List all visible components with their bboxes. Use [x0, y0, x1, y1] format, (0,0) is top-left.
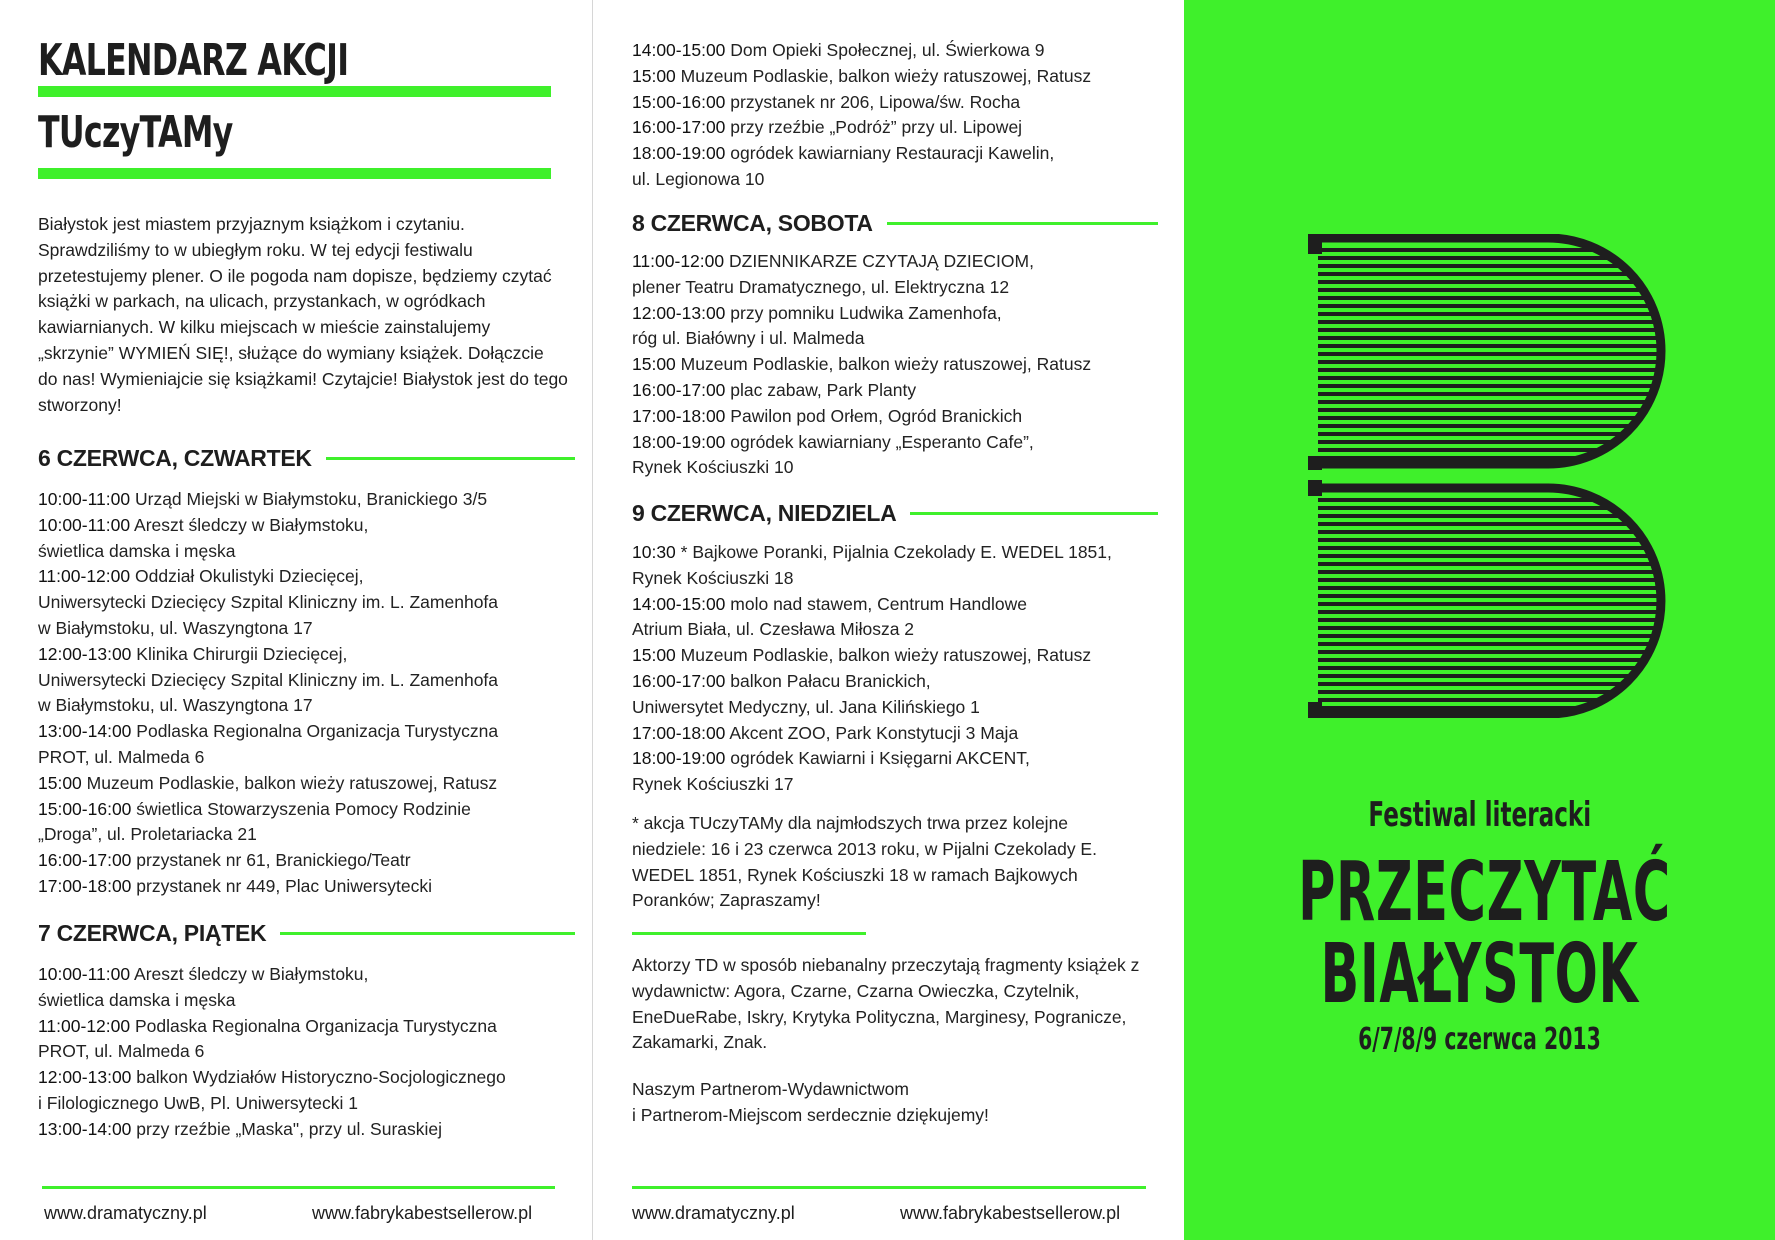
event-time: 17:00-18:00	[38, 875, 132, 896]
footnote: * akcja TUczyTAMy dla najmłodszych trwa przez kolejne niedziele: 16 i 23 czerwca 2013 roku, w Pijalni Czekolady E. WEDEL 1851, Rynek Kościuszki 18 w ramach Bajkowych Poranków; Zapraszamy!	[632, 813, 1097, 911]
event-place: przystanek nr 206, Lipowa/św. Rocha	[725, 91, 1021, 112]
event-time: 10:00-11:00	[38, 489, 131, 509]
event-time: 14:00-15:00	[632, 593, 726, 614]
event-place: * Bajkowe Poranki, Pijalnia Czekolady E. WEDEL 1851, Rynek Kościuszki 18	[632, 542, 1112, 588]
footer-rule-left	[42, 1186, 555, 1189]
event-time: 10:00-11:00	[38, 964, 131, 984]
event-place: ogródek Kawiarni i Księgarni AKCENT, Rynek Kościuszki 17	[632, 748, 1030, 795]
event-time: 11:00-12:00	[38, 566, 131, 587]
festival-dates: 6/7/8/9 czerwca 2013	[1358, 1022, 1601, 1057]
actors-note: Aktorzy TD w sposób niebanalny przeczytają fragmenty książek z wydawnictw: Agora, Czarne, Czarna Owieczka, Czytelnik, EneDueRabe, Iskry, Krytyka Polityczna, Marginesy, Pogranicze, Zakamarki, Znak.	[632, 955, 1140, 1053]
event-place: Muzeum Podlaskie, balkon wieży ratuszowej, Ratusz	[81, 772, 498, 793]
event-place: Areszt śledczy w Białymstoku, świetlica damska i męska	[38, 514, 369, 561]
event-place: przystanek nr 449, Plac Uniwersytecki	[131, 875, 432, 896]
event-time: 18:00-19:00	[632, 431, 726, 452]
footnote-divider	[632, 932, 866, 935]
event-time: 17:00-18:00	[632, 722, 726, 743]
event-item	[38, 962, 583, 1014]
event-time: 14:00-15:00	[632, 40, 726, 60]
cover-panel	[1184, 0, 1775, 1240]
event-item	[38, 771, 583, 797]
event-place: Podlaska Regionalna Organizacja Turystyczna PROT, ul. Malmeda 6	[38, 721, 499, 767]
event-list-june-7	[38, 962, 583, 1143]
day-heading-june-9: 9 CZERWCA, NIEDZIELA	[632, 500, 1158, 527]
event-item	[632, 90, 1172, 116]
event-time: 18:00-19:00	[632, 143, 726, 164]
event-list-june-8	[632, 249, 1172, 481]
event-time: 18:00-19:00	[632, 748, 726, 769]
event-time: 16:00-17:00	[632, 670, 726, 691]
event-item	[632, 643, 1172, 669]
event-list-june-7-continued	[632, 38, 1172, 193]
event-item	[632, 540, 1172, 592]
event-place: przystanek nr 61, Branickiego/Teatr	[131, 850, 411, 871]
event-place: DZIENNIKARZE CZYTAJĄ DZIECIOM, plener Teatru Dramatycznego, ul. Elektryczna 12	[632, 251, 1034, 297]
event-time: 13:00-14:00	[38, 721, 132, 742]
event-item	[632, 721, 1172, 747]
day-heading-june-8: 8 CZERWCA, SOBOTA	[632, 210, 1158, 237]
event-item	[632, 669, 1172, 721]
festival-title-line-1: PRZECZYTAĆ	[1298, 845, 1671, 940]
event-item	[632, 592, 1172, 644]
event-item	[38, 1014, 583, 1066]
link-fabrykabestsellerow[interactable]: www.fabrykabestsellerow.pl	[312, 1203, 533, 1223]
event-time: 12:00-13:00	[38, 1067, 132, 1088]
action-title: TUczyTAMy	[38, 107, 233, 158]
event-time: 10:00-11:00	[38, 514, 131, 535]
event-time: 11:00-12:00	[38, 1015, 131, 1036]
event-place: Muzeum Podlaskie, balkon wieży ratuszowej, Ratusz	[675, 65, 1092, 86]
event-list-june-6	[38, 487, 583, 900]
event-item	[632, 249, 1172, 301]
middle-panel	[594, 0, 1184, 1240]
event-item	[632, 352, 1172, 378]
event-time: 15:00	[38, 772, 82, 793]
event-place: przy rzeźbie „Podróż” przy ul. Lipowej	[725, 117, 1023, 138]
event-place: Muzeum Podlaskie, balkon wieży ratuszowej, Ratusz	[675, 354, 1092, 375]
event-place: przy rzeźbie „Maska", przy ul. Suraskiej	[131, 1118, 443, 1139]
event-item	[38, 513, 583, 565]
book-b-logo-icon	[1308, 234, 1668, 718]
event-item	[632, 141, 1172, 193]
event-place: Klinika Chirurgii Dziecięcej, Uniwersytecki Dziecięcy Szpital Kliniczny im. L. Zamenhofa w Białymstoku, ul. Waszyngtona 17	[38, 643, 499, 716]
event-time: 10:30	[632, 542, 676, 562]
event-time: 16:00-17:00	[632, 117, 726, 138]
event-item	[38, 797, 583, 849]
event-time: 15:00	[632, 354, 676, 375]
event-item	[38, 874, 583, 900]
left-panel	[0, 0, 593, 1240]
event-time: 15:00	[632, 645, 676, 666]
intro-paragraph: Białystok jest miastem przyjaznym książkom i czytaniu. Sprawdziliśmy to w ubiegłym roku. W tej edycji festiwalu przetestujemy plener. O ile pogoda nam dopisze, będziemy czytać książki w parkach, na ulicach, przystankach, w ogródkach kawiarnianych. W kilku miejscach w mieście zainstalujemy „skrzynie” WYMIEŃ SIĘ!, służące do wymiany książek. Dołączcie do nas! Wymieniajcie się książkami! Czytajcie! Białystok jest do tego stworzony!	[38, 214, 568, 415]
event-place: Pawilon pod Orłem, Ogród Branickich	[725, 405, 1023, 426]
link-fabrykabestsellerow[interactable]: www.fabrykabestsellerow.pl	[900, 1203, 1121, 1223]
event-item	[38, 1065, 583, 1117]
event-place: Podlaska Regionalna Organizacja Turystyczna PROT, ul. Malmeda 6	[38, 1015, 497, 1062]
event-place: Areszt śledczy w Białymstoku, świetlica damska i męska	[38, 964, 369, 1010]
footer-rule-middle	[632, 1186, 1146, 1189]
event-item	[38, 1117, 583, 1143]
event-item	[632, 301, 1172, 353]
event-place: świetlica Stowarzyszenia Pomocy Rodzinie „Droga”, ul. Proletariacka 21	[38, 798, 471, 845]
event-place: Urząd Miejski w Białymstoku, Branickiego 3/5	[130, 489, 488, 509]
event-place: balkon Wydziałów Historyczno-Socjologicznego i Filologicznego UwB, Pl. Uniwersytecki 1	[38, 1067, 506, 1113]
link-dramatyczny[interactable]: www.dramatyczny.pl	[632, 1203, 795, 1223]
event-place: przy pomniku Ludwika Zamenhofa, róg ul. Białówny i ul. Malmeda	[632, 302, 1002, 349]
event-place: ogródek kawiarniany „Esperanto Cafe”, Rynek Kościuszki 10	[632, 431, 1034, 478]
event-time: 16:00-17:00	[632, 379, 726, 400]
event-place: ogródek kawiarniany Restauracji Kawelin, ul. Legionowa 10	[632, 143, 1055, 189]
event-place: molo nad stawem, Centrum Handlowe Atrium Biała, ul. Czesława Miłosza 2	[632, 593, 1027, 640]
thanks-note: Naszym Partnerom-Wydawnictwom i Partnerom-Miejscom serdecznie dziękujemy!	[632, 1079, 989, 1125]
event-item	[632, 378, 1172, 404]
event-time: 16:00-17:00	[38, 850, 132, 871]
event-item	[38, 719, 583, 771]
day-heading-june-6: 6 CZERWCA, CZWARTEK	[38, 445, 575, 472]
event-item	[632, 64, 1172, 90]
event-item	[632, 746, 1172, 798]
title-underline	[38, 86, 551, 97]
event-place: Dom Opieki Społecznej, ul. Świerkowa 9	[725, 40, 1045, 60]
event-time: 12:00-13:00	[38, 643, 132, 664]
calendar-title: KALENDARZ AKCJI	[38, 35, 349, 86]
festival-label: Festiwal literacki	[1368, 795, 1591, 835]
event-time: 17:00-18:00	[632, 405, 726, 426]
event-place: plac zabaw, Park Planty	[725, 379, 917, 400]
event-item	[632, 430, 1172, 482]
event-item	[632, 115, 1172, 141]
event-item	[38, 848, 583, 874]
event-item	[38, 487, 583, 513]
event-time: 15:00-16:00	[632, 91, 726, 112]
event-item	[632, 38, 1172, 64]
subtitle-underline	[38, 168, 551, 179]
link-dramatyczny[interactable]: www.dramatyczny.pl	[44, 1203, 207, 1223]
event-time: 13:00-14:00	[38, 1118, 132, 1139]
event-place: balkon Pałacu Branickich, Uniwersytet Medyczny, ul. Jana Kilińskiego 1	[632, 670, 980, 717]
event-place: Muzeum Podlaskie, balkon wieży ratuszowej, Ratusz	[675, 645, 1092, 666]
event-time: 15:00-16:00	[38, 798, 132, 819]
event-item	[38, 564, 583, 641]
event-list-june-9	[632, 540, 1172, 798]
event-item	[632, 404, 1172, 430]
event-place: Akcent ZOO, Park Konstytucji 3 Maja	[725, 722, 1019, 743]
event-time: 12:00-13:00	[632, 302, 726, 323]
event-time: 11:00-12:00	[632, 251, 725, 271]
festival-title-line-2: BIAŁYSTOK	[1320, 927, 1639, 1022]
event-time: 15:00	[632, 65, 676, 86]
day-heading-june-7: 7 CZERWCA, PIĄTEK	[38, 920, 575, 947]
event-item	[38, 642, 583, 719]
event-place: Oddział Okulistyki Dziecięcej, Uniwersytecki Dziecięcy Szpital Kliniczny im. L. Zamenhofa w Białymstoku, ul. Waszyngtona 17	[38, 566, 499, 638]
